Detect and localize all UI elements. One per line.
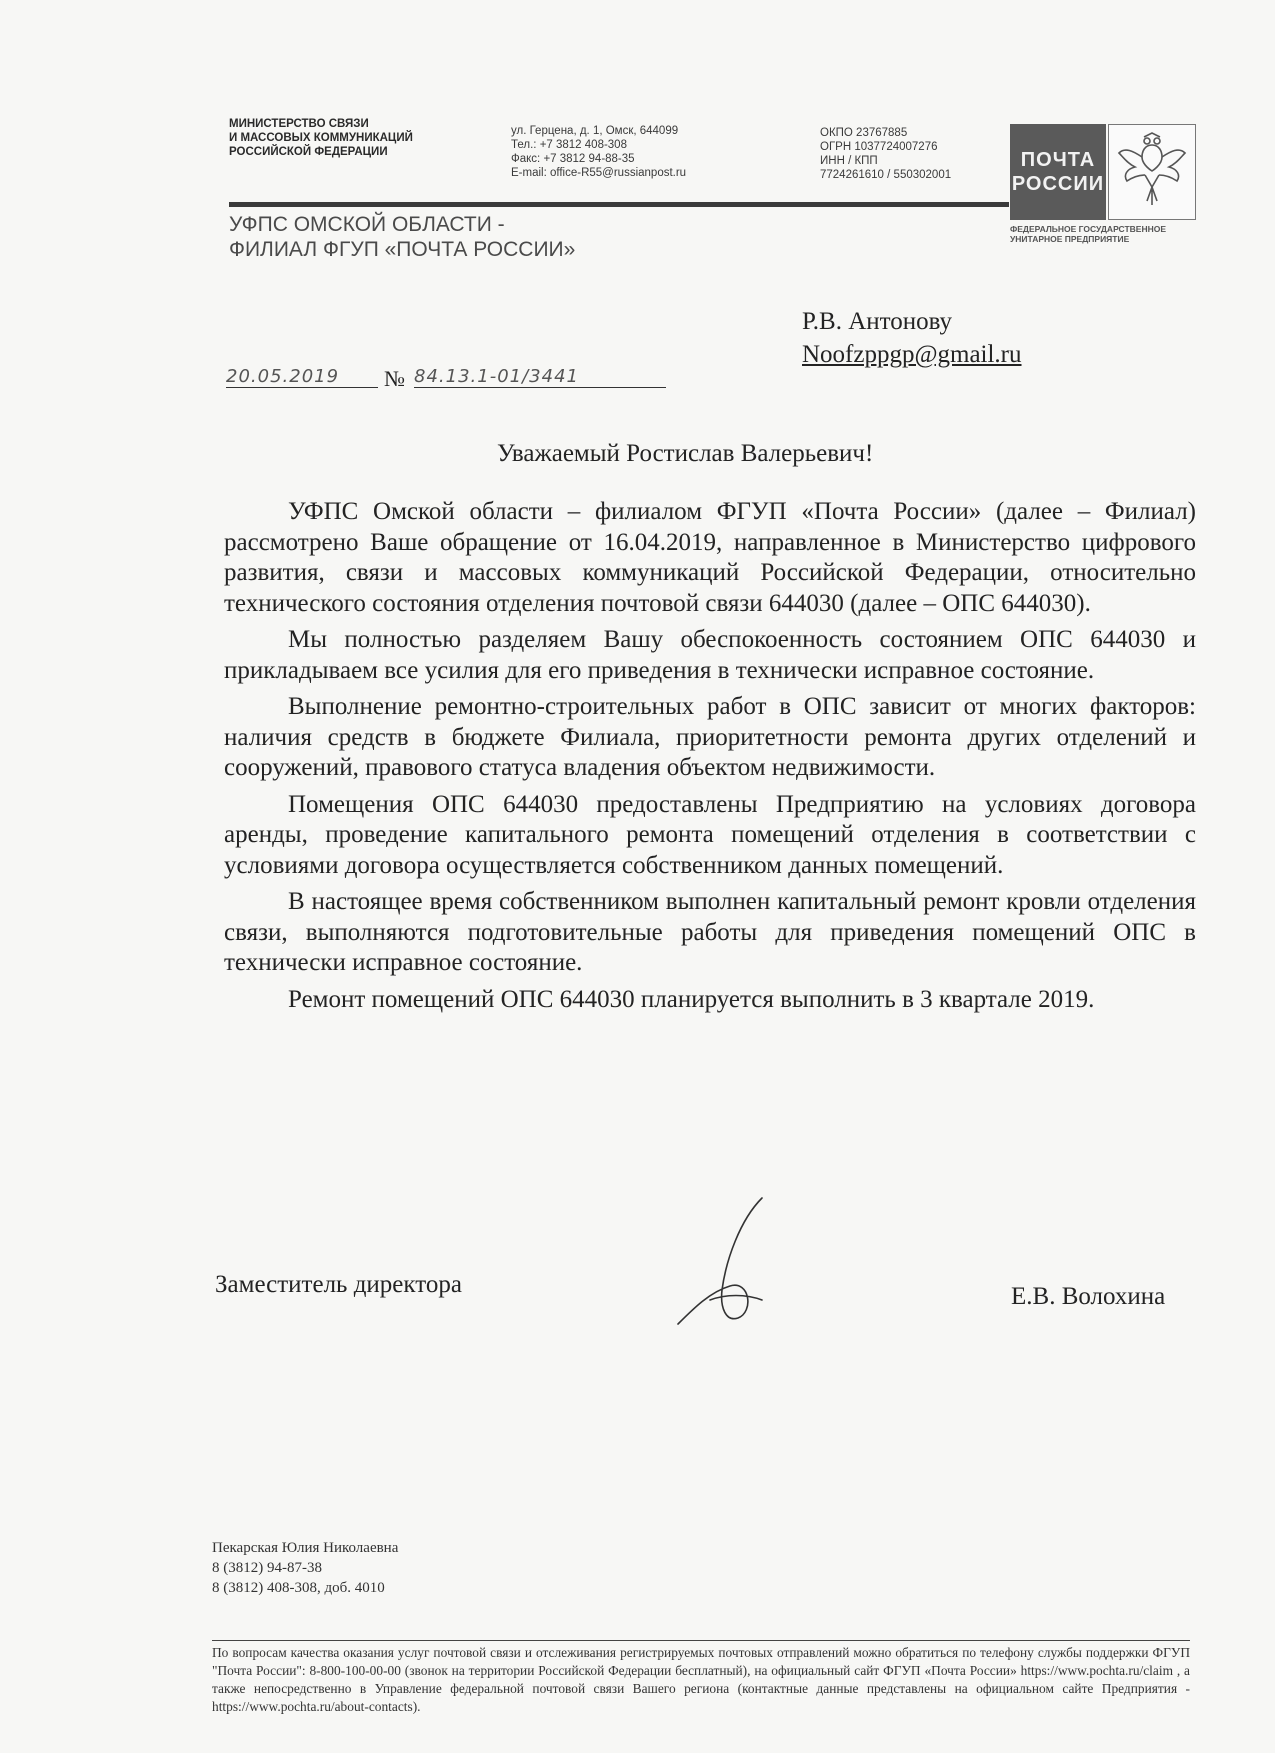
paragraph: Мы полностью разделяем Вашу обеспокоенность состоянием ОПС 644030 и прикладываем все усилия для его приведения в технически исправное состояние. <box>224 626 1196 684</box>
ogrn-code: ОГРН 1037724007276 <box>820 141 938 153</box>
eagle-emblem-icon <box>1108 124 1196 220</box>
logo-wordmark <box>1010 124 1106 220</box>
paragraph: Выполнение ремонтно-строительных работ в ОПС зависит от многих факторов: наличия средств в бюджете Филиала, приоритетности ремонта других отделений и сооружений, правового статуса владения объектом недвижимости. <box>224 693 1196 781</box>
registration-line <box>224 366 664 398</box>
okpo-code: ОКПО 23767885 <box>820 127 908 139</box>
org-codes <box>820 126 1000 182</box>
ministry-line: И МАССОВЫХ КОММУНИКАЦИЙ <box>229 132 413 144</box>
org-fax: Факс: +7 3812 94-88-35 <box>511 153 635 165</box>
logo-word: ПОЧТА <box>1020 149 1096 171</box>
org-name-line: УФПС ОМСКОЙ ОБЛАСТИ - <box>229 213 505 236</box>
inn-kpp-label: ИНН / КПП <box>820 155 878 167</box>
signatory-title: Заместитель директора <box>215 1271 462 1298</box>
paragraph: Ремонт помещений ОПС 644030 планируется выполнить в 3 квартале 2019. <box>288 985 1095 1013</box>
organization-name <box>229 212 789 262</box>
paragraph: В настоящее время собственником выполнен капитальный ремонт кровли отделения связи, выполняются подготовительные работы для приведения помещений ОПС в технически исправное состояние. <box>224 888 1196 976</box>
recipient-block <box>802 305 1022 371</box>
recipient-name: Р.В. Антонову <box>802 308 953 335</box>
header-divider <box>229 202 1009 207</box>
org-email: E-mail: office-R55@russianpost.ru <box>511 167 687 179</box>
footer-notice: По вопросам качества оказания услуг почтовой связи и отслеживания регистрируемых почтовых отправлений можно обратиться по телефону службы поддержки ФГУП "Почта России": 8-800-100-00-00 (звонок на территории Российской Федерации бесплатный), на официальный сайт ФГУП «Почта России» https://www.pochta.ru/claim , а также непосредственно в Управление федеральной почтовой связи Вашего региона (контактные данные представлены на официальном сайте Предприятия - https://www.pochta.ru/about-contacts). <box>212 1645 1190 1714</box>
logo-tagline-line: УНИТАРНОЕ ПРЕДПРИЯТИЕ <box>1010 234 1130 244</box>
number-sign: № <box>384 366 405 391</box>
ministry-name <box>229 117 459 159</box>
executor-block <box>212 1538 398 1598</box>
org-address: ул. Герцена, д. 1, Омск, 644099 <box>511 125 679 137</box>
registration-number: 84.13.1-01/3441 <box>414 366 666 388</box>
logo-tagline-line: ФЕДЕРАЛЬНОЕ ГОСУДАРСТВЕННОЕ <box>1010 224 1167 234</box>
letter-body <box>224 497 1196 1021</box>
footer-divider <box>212 1640 1190 1641</box>
signatory-name: Е.В. Волохина <box>1011 1283 1166 1310</box>
executor-phone: 8 (3812) 94-87-38 <box>212 1560 322 1576</box>
ministry-line: РОССИЙСКОЙ ФЕДЕРАЦИИ <box>229 146 388 158</box>
registration-date: 20.05.2019 <box>226 366 378 388</box>
executor-phone: 8 (3812) 408-308, доб. 4010 <box>212 1580 385 1596</box>
russian-post-logo <box>1010 124 1194 220</box>
org-name-line: ФИЛИАЛ ФГУП «ПОЧТА РОССИИ» <box>229 238 576 261</box>
logo-tagline <box>1010 224 1210 244</box>
executor-name: Пекарская Юлия Николаевна <box>212 1540 399 1556</box>
paragraph: УФПС Омской области – филиалом ФГУП «Почта России» (далее – Филиал) рассмотрено Ваше обращение от 16.04.2019, направленное в Министерство цифрового развития, связи и массовых коммуникаций Российской Федерации, относительно технического состояния отделения почтовой связи 644030 (далее – ОПС 644030). <box>224 498 1196 617</box>
greeting: Уважаемый Ростислав Валерьевич! <box>497 440 874 467</box>
ministry-line: МИНИСТЕРСТВО СВЯЗИ <box>229 118 369 130</box>
paragraph: Помещения ОПС 644030 предоставлены Предприятию на условиях договора аренды, проведение капитального ремонта помещений отделения в соответствии с условиями договора осуществляется собственником данных помещений. <box>224 790 1196 879</box>
handwritten-signature-icon <box>670 1190 790 1340</box>
org-contacts <box>511 124 751 180</box>
org-phone: Тел.: +7 3812 408-308 <box>511 139 627 151</box>
recipient-email: Noofzppgp@gmail.ru <box>802 341 1022 368</box>
inn-kpp-value: 7724261610 / 550302001 <box>820 169 952 181</box>
logo-word: РОССИИ <box>1011 173 1105 195</box>
